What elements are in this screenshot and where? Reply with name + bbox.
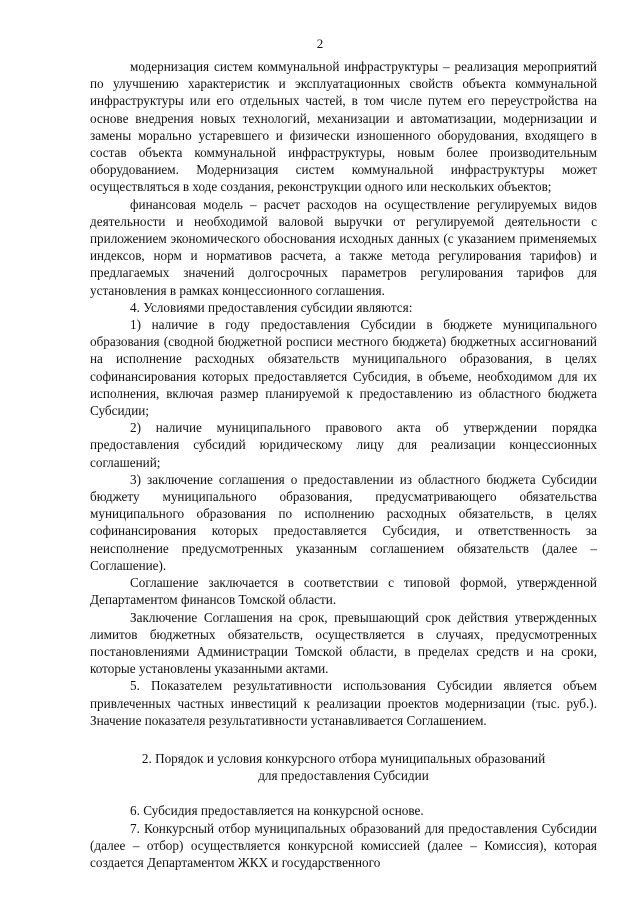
paragraph-agreement-form: Соглашение заключается в соответствии с типовой формой, утвержденной Департаментом финансов Томской области. [90, 575, 597, 608]
paragraph-financial-model-definition: финансовая модель – расчет расходов на осуществление регулируемых видов деятельности и необходимой валовой выручки от регулируемой деятельности с приложением экономического обоснования исходных данных (с указанием применяемых индексов, норм и нормативов расчета, а также метода регулирования тарифов) и предлагаемых значений долгосрочных параметров регулирования тарифов для установления в рамках концессионного соглашения. [90, 196, 597, 298]
paragraph-agreement-term: Заключение Соглашения на срок, превышающий срок действия утвержденных лимитов бюджетных обязательств, осуществляется в случаях, предусмотренных постановлениями Администрации Томской области, в пределах средств и на сроки, которые установлены указанными актами. [90, 609, 597, 677]
paragraph-clause-6: 6. Субсидия предоставляется на конкурсной основе. [130, 803, 424, 819]
paragraph-condition-3: 3) заключение соглашения о предоставлении из областного бюджета Субсидии бюджету муниципального образования, предусматривающего обязательства муниципального образования по исполнению расходных обязательств, в целях софинансирования которых предоставляется Субсидия, и ответственность за неисполнение предусмотренных указанным соглашением обязательств (далее – Соглашение). [90, 471, 597, 573]
paragraph-modernization-definition: модернизация систем коммунальной инфраструктуры – реализация мероприятий по улучшению характеристик и эксплуатационных свойств объекта коммунальной инфраструктуры или его отдельных частей, в том числе путем его переустройства на основе внедрения новых технологий, механизации и автоматизации, модернизации и замены морально устаревшего и физически изношенного оборудования, входящего в состав объекта коммунальной инфраструктуры, новым более производительным оборудованием. Модернизация систем коммунальной инфраструктуры может осуществляться в ходе создания, реконструкции одного или нескольких объектов; [90, 59, 597, 195]
section-spacer-bottom [90, 784, 597, 802]
section-heading-line-2: для предоставления Субсидии [258, 768, 429, 784]
paragraph-condition-2: 2) наличие муниципального правового акта об утверждении порядка предоставления субсидий юридическому лицу для реализации концессионных соглашений; [90, 420, 597, 470]
paragraph-clause-5: 5. Показателем результативности использования Субсидии является объем привлеченных частных инвестиций к реализации проектов модернизации (тыс. руб.). Значение показателя результативности устанавливается Соглашением. [90, 678, 597, 728]
section-spacer-top [90, 729, 597, 750]
paragraph-condition-1: 1) наличие в году предоставления Субсидии в бюджете муниципального образования (сводной бюджетной росписи местного бюджета) бюджетных ассигнований на исполнение расходных обязательств муниципального образования, в целях софинансирования которых предоставляется Субсидия, в объеме, необходимом для их исполнения, включая размер планируемой к предоставлению из областного бюджета Субсидии; [90, 317, 597, 419]
paragraph-clause-7: 7. Конкурсный отбор муниципальных образований для предоставления Субсидии (далее – отбор) осуществляется конкурсной комиссией (далее – Комиссия), которая создается Департаментом ЖКХ и государственного [90, 820, 597, 870]
paragraph-clause-4: 4. Условиями предоставления субсидии являются: [130, 299, 413, 315]
page-number: 2 [316, 36, 324, 51]
section-heading-line-1: 2. Порядок и условия конкурсного отбора муниципальных образований [141, 750, 546, 766]
document-body [90, 58, 597, 871]
